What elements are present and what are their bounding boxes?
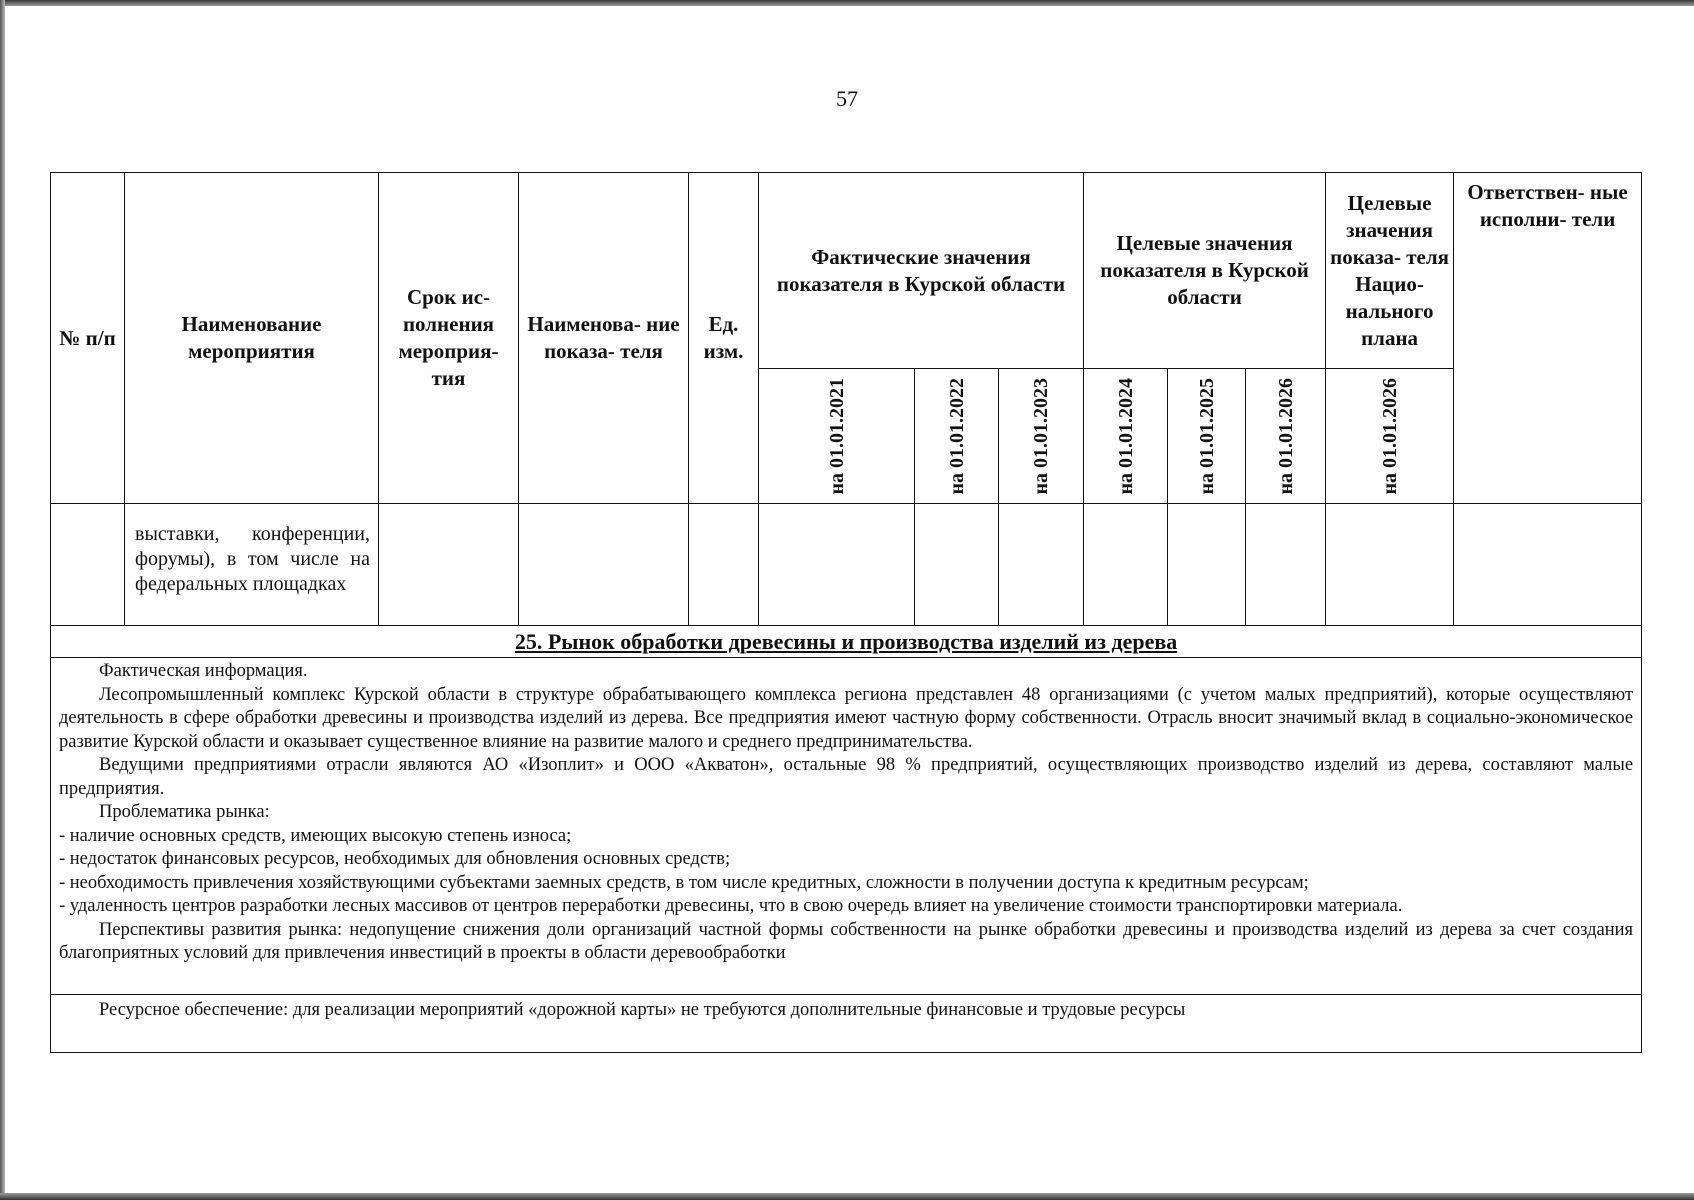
roadmap-table [50,172,1642,1053]
header-date-2024 [1084,369,1168,504]
cell-empty [519,504,689,626]
date-label: на 01.01.2021 [825,377,848,495]
scan-edge-left [0,0,5,1200]
prospects-paragraph: Перспективы развития рынка: недопущение снижения доли организаций частной формы собственности на рынке обработки древесины и производства изделий из дерева за счет создания благоприятных условий для привлечения инвестиций в проекты в области деревообработки [59,919,1634,963]
cell-empty [689,504,759,626]
problem-item: - недостаток финансовых ресурсов, необходимых для обновления основных средств; [59,849,731,869]
scan-edge-top [0,0,1694,6]
page-number: 57 [836,86,858,111]
cell-empty [1246,504,1326,626]
info-paragraph-2: Ведущими предприятиями отрасли являются АО «Изоплит» и ООО «Акватон», остальные 98 % предприятий, осуществляющих производство изделий из дерева, составляют малые предприятия. [59,755,1634,799]
header-target-values-national: Целевые значения показа- теля Нацио- нального плана [1326,173,1454,369]
scan-edge-bottom [0,1193,1694,1200]
header-date-2021 [759,369,915,504]
header-num: № п/п [51,173,125,504]
resources-paragraph: Ресурсное обеспечение: для реализации мероприятий «дорожной карты» не требуются дополнительные финансовые и трудовые ресурсы [51,994,1642,1052]
cell-empty [915,504,999,626]
cell-empty [759,504,915,626]
header-date-2026-national [1326,369,1454,504]
cell-empty [379,504,519,626]
cell-activity-continuation: выставки, конференции, форумы), в том числе на федеральных площадках [125,504,379,626]
section-title-text: 25. Рынок обработки древесины и производства изделий из дерева [514,629,1178,654]
header-indicator-name: Наименова- ние показа- теля [519,173,689,504]
header-activity-name: Наименование мероприятия [125,173,379,504]
section-title [51,626,1642,658]
header-date-2025 [1168,369,1246,504]
header-target-values-region: Целевые значения показателя в Курской области [1084,173,1326,369]
date-label: на 01.01.2024 [1114,377,1137,495]
cell-empty [1168,504,1246,626]
header-actual-values: Фактические значения показателя в Курской области [759,173,1084,369]
header-date-2023 [999,369,1084,504]
date-label: на 01.01.2026 [1378,377,1401,495]
header-date-2022 [915,369,999,504]
cell-empty [1084,504,1168,626]
header-unit: Ед. изм. [689,173,759,504]
cell-empty [1326,504,1454,626]
info-heading: Фактическая информация. [99,661,308,681]
problem-item: - необходимость привлечения хозяйствующими субъектами заемных средств, в том числе кредитных, сложности в получении доступа к кредитным ресурсам; [59,872,1309,893]
section-info [51,658,1642,995]
date-label: на 01.01.2023 [1030,377,1053,495]
info-paragraph-1: Лесопромышленный комплекс Курской области в структуре обрабатывающего комплекса региона представлен 48 организациями (с учетом малых предприятий), которые осуществляют деятельность в сфере обработки древесины и производства изделий из дерева. Все предприятия имеют частную форму собственности. Отрасль вносит значимый вклад в социально-экономическое развитие Курской области и оказывает существенное влияние на развитие малого и среднего предпринимательства. [59,684,1634,752]
table-row [51,504,1642,626]
problem-item: - удаленность центров разработки лесных массивов от центров переработки древесины, что в свою очередь влияет на увеличение стоимости транспортировки материала. [59,896,1403,916]
cell-empty [999,504,1084,626]
problems-heading: Проблематика рынка: [99,802,270,822]
header-date-2026 [1246,369,1326,504]
header-responsible: Ответствен- ные исполни- тели [1454,173,1642,504]
header-deadline: Срок ис- полнения мероприя- тия [379,173,519,504]
date-label: на 01.01.2026 [1274,377,1297,495]
date-label: на 01.01.2025 [1195,377,1218,495]
date-label: на 01.01.2022 [945,377,968,495]
cell-empty [51,504,125,626]
problem-item: - наличие основных средств, имеющих высокую степень износа; [59,825,572,846]
cell-empty [1454,504,1642,626]
